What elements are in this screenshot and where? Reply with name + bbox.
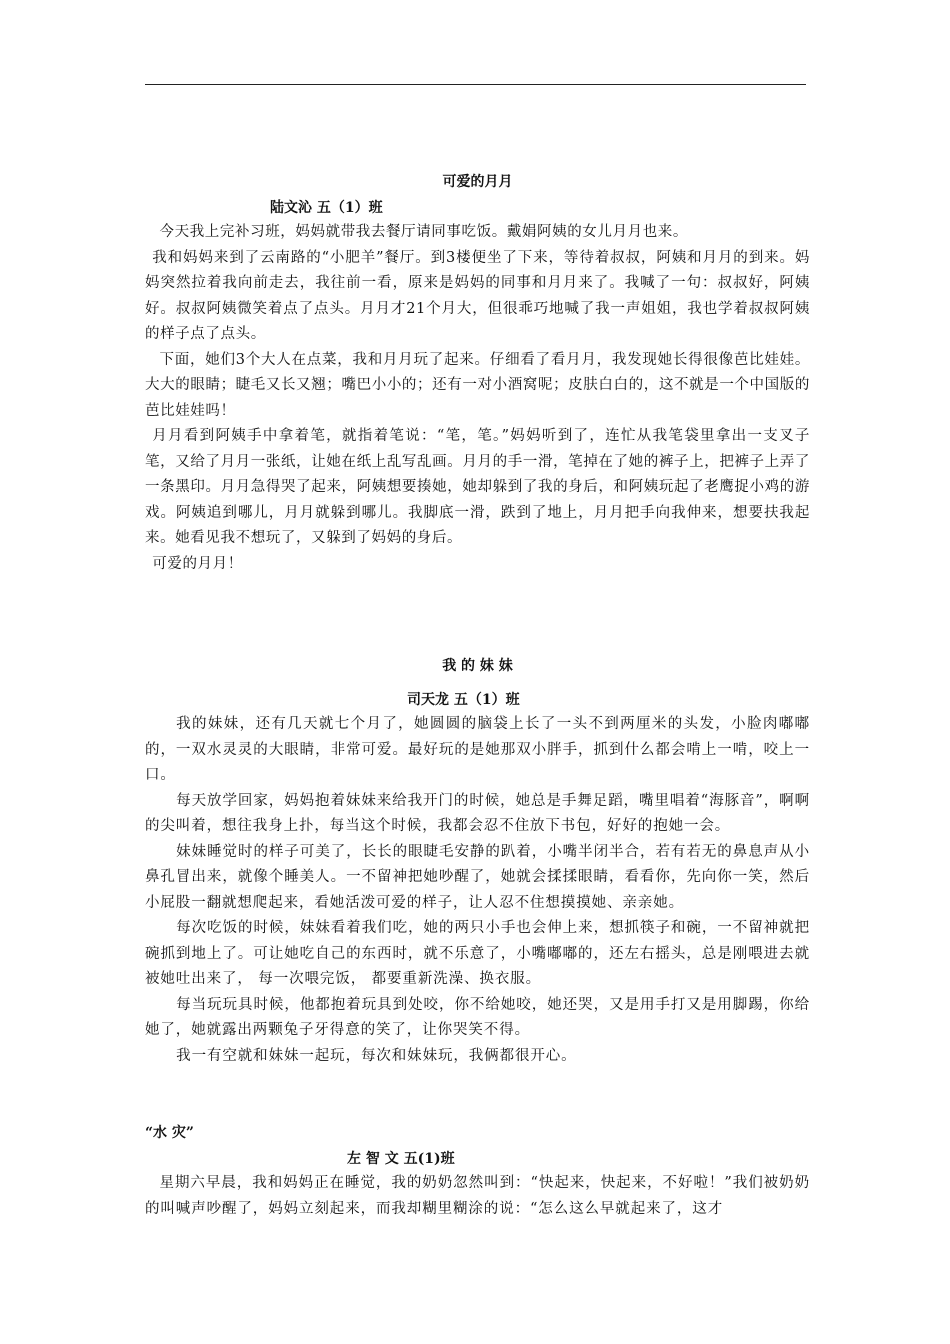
essay-paragraph: 每天放学回家，妈妈抱着妹妹来给我开门的时候，她总是手舞足蹈，嘴里唱着“海豚音”，啊啊的尖叫着，想往我身上扑，每当这个时候，我都会忍不住放下书包，好好的抱她一会。	[145, 792, 810, 834]
header-rule	[145, 84, 806, 85]
essay-paragraph: 星期六早晨，我和妈妈正在睡觉，我的奶奶忽然叫到：“快起来，快起来，不好啦！”我们被奶奶的叫喊声吵醒了，妈妈立刻起来，而我却糊里糊涂的说：“怎么这么早就起来了，这才	[145, 1175, 810, 1217]
essay-my-little-sister	[145, 656, 810, 1069]
essay-paragraph: 月月看到阿姨手中拿着笔，就指着笔说：“笔，笔。”妈妈听到了，连忙从我笔袋里拿出一支叉子笔，又给了月月一张纸，让她在纸上乱写乱画。月月的手一滑，笔掉在了她的裤子上，把裤子上弄了一条黑印。月月急得哭了起来，阿姨想要揍她，她却躲到了我的身后，和阿姨玩起了老鹰捉小鸡的游戏。阿姨追到哪儿，月月就躲到哪儿。我脚底一滑，跌到了地上，月月把手向我伸来，想要扶我起来。她看见我不想玩了，又躲到了妈妈的身后。	[145, 428, 810, 546]
essay-author: 左 智 文 五(1)班	[347, 1151, 455, 1167]
essay-paragraph: 我一有空就和妹妹一起玩，每次和妹妹玩，我俩都很开心。	[176, 1047, 577, 1064]
essay-paragraph: 妹妹睡觉时的样子可美了，长长的眼睫毛安静的趴着，小嘴半闭半合，若有若无的鼻息声从小鼻孔冒出来，就像个睡美人。一不留神把她吵醒了，她就会揉揉眼睛，看看你，先向你一笑，然后小屁股一翻就想爬起来，看她活泼可爱的样子，让人忍不住想摸摸她、亲亲她。	[145, 843, 810, 911]
document-body	[145, 172, 810, 1222]
essay-paragraph: 我和妈妈来到了云南路的“小肥羊”餐厅。到3楼便坐了下来，等待着叔叔，阿姨和月月的到来。妈妈突然拉着我向前走去，我往前一看，原来是妈妈的同事和月月来了。我喊了一句：叔叔好，阿姨好。叔叔阿姨微笑着点了点头。月月才21个月大，但很乖巧地喊了我一声姐姐，我也学着叔叔阿姨的样子点了点头。	[145, 249, 810, 342]
essay-title: “水 灾”	[145, 1125, 194, 1141]
essay-author: 司天龙 五（1）班	[407, 692, 520, 708]
essay-paragraph: 每次吃饭的时候，妹妹看着我们吃，她的两只小手也会伸上来，想抓筷子和碗，一不留神就把碗抓到地上了。可让她吃自己的东西时，就不乐意了，小嘴嘟嘟的，还左右摇头，总是刚喂进去就被她吐出来了， 每一次喂完饭， 都要重新洗澡、换衣服。	[145, 920, 810, 987]
essay-paragraph: 可爱的月月！	[152, 555, 243, 572]
essay-flood	[145, 1121, 810, 1222]
essay-paragraph: 每当玩玩具时候，他都抱着玩具到处咬，你不给她咬，她还哭，又是用手打又是用脚踢，你给她了，她就露出两颗兔子牙得意的笑了，让你哭笑不得。	[145, 996, 810, 1038]
essay-lovely-yueyue	[145, 172, 810, 577]
essay-author: 陆文沁 五（1）班	[270, 200, 383, 216]
essay-title: 可爱的月月	[442, 174, 513, 190]
essay-paragraph: 我的妹妹，还有几天就七个月了，她圆圆的脑袋上长了一头不到两厘米的头发，小脸肉嘟嘟的，一双水灵灵的大眼睛，非常可爱。最好玩的是她那双小胖手，抓到什么都会啃上一啃，咬上一口。	[145, 716, 810, 783]
essay-title: 我 的 妹 妹	[442, 658, 513, 674]
essay-paragraph: 下面，她们3个大人在点菜，我和月月玩了起来。仔细看了看月月，我发现她长得很像芭比娃娃。大大的眼睛；睫毛又长又翘；嘴巴小小的；还有一对小酒窝呢；皮肤白白的，这不就是一个中国版的芭比娃娃吗！	[145, 351, 810, 419]
essay-paragraph: 今天我上完补习班，妈妈就带我去餐厅请同事吃饭。戴娟阿姨的女儿月月也来。	[159, 224, 688, 240]
